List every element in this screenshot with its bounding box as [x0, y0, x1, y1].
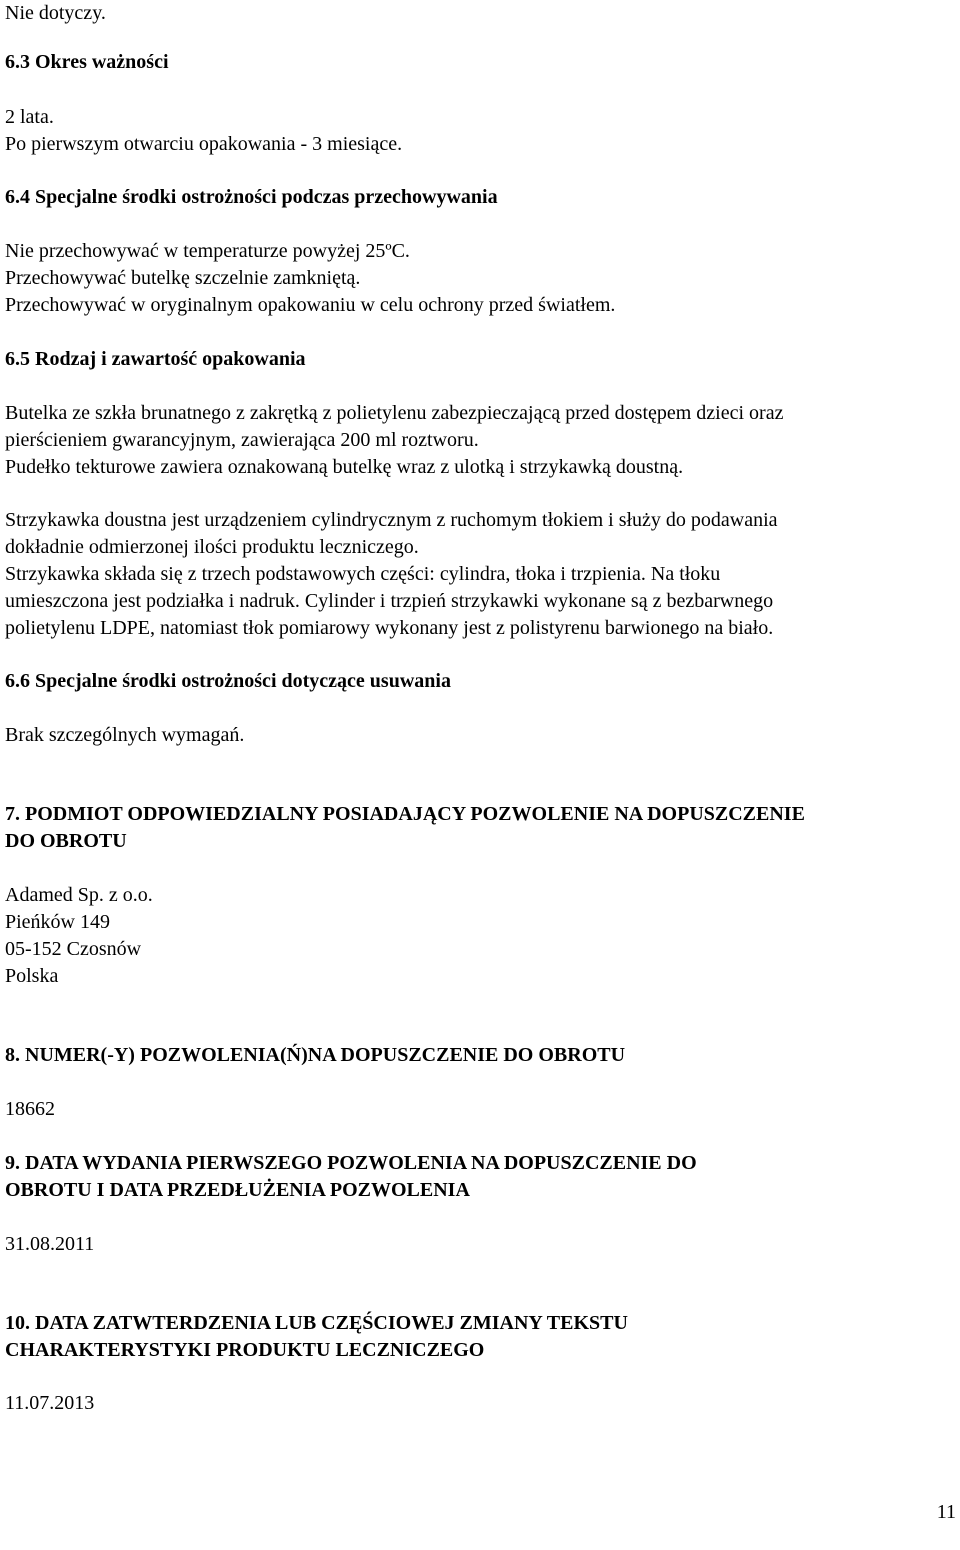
storage-text-line: Przechowywać butelkę szczelnie zamkniętą.: [5, 267, 361, 289]
section-7-heading: 7. PODMIOT ODPOWIEDZIALNY POSIADAJĄCY POZWOLENIE NA DOPUSZCZENIE: [5, 803, 805, 825]
syringe-text-line: Strzykawka doustna jest urządzeniem cylindrycznym z ruchomym tłokiem i służy do podawania: [5, 509, 778, 531]
packaging-text-line: Butelka ze szkła brunatnego z zakrętką z polietylenu zabezpieczającą przed dostępem dzieci oraz: [5, 402, 784, 424]
section-7-heading-continued: DO OBROTU: [5, 830, 127, 852]
shelf-life-text: 2 lata.: [5, 106, 54, 128]
section-6-3-heading: 6.3 Okres ważności: [5, 51, 169, 73]
section-9-heading: 9. DATA WYDANIA PIERWSZEGO POZWOLENIA NA DOPUSZCZENIE DO: [5, 1152, 697, 1174]
section-6-6-heading: 6.6 Specjalne środki ostrożności dotyczące usuwania: [5, 670, 451, 692]
section-6-2-value: Nie dotyczy.: [5, 2, 106, 24]
section-6-4-heading: 6.4 Specjalne środki ostrożności podczas przechowywania: [5, 186, 498, 208]
syringe-text-line: umieszczona jest podziałka i nadruk. Cylinder i trzpień strzykawki wykonane są z bezbarwnego: [5, 590, 774, 612]
syringe-text-line: dokładnie odmierzonej ilości produktu leczniczego.: [5, 536, 419, 558]
revision-date: 11.07.2013: [5, 1392, 95, 1414]
section-8-heading: 8. NUMER(-Y) POZWOLENIA(Ń)NA DOPUSZCZENIE DO OBROTU: [5, 1044, 626, 1066]
section-9-heading-continued: OBROTU I DATA PRZEDŁUŻENIA POZWOLENIA: [5, 1179, 470, 1201]
storage-text-line: Nie przechowywać w temperaturze powyżej 25ºC.: [5, 240, 410, 262]
first-authorisation-date: 31.08.2011: [5, 1233, 95, 1255]
storage-text-line: Przechowywać w oryginalnym opakowaniu w celu ochrony przed światłem.: [5, 294, 616, 316]
disposal-text: Brak szczególnych wymagań.: [5, 724, 245, 746]
page-number: 11: [936, 1501, 956, 1523]
section-6-5-heading: 6.5 Rodzaj i zawartość opakowania: [5, 348, 306, 370]
syringe-text-line: polietylenu LDPE, natomiast tłok pomiarowy wykonany jest z polistyrenu barwionego na biało.: [5, 617, 774, 639]
holder-city: 05-152 Czosnów: [5, 938, 142, 960]
section-10-heading-continued: CHARAKTERYSTYKI PRODUKTU LECZNICZEGO: [5, 1339, 485, 1361]
holder-company: Adamed Sp. z o.o.: [5, 884, 153, 906]
shelf-life-after-opening-text: Po pierwszym otwarciu opakowania - 3 miesiące.: [5, 133, 403, 155]
syringe-text-line: Strzykawka składa się z trzech podstawowych części: cylindra, tłoka i trzpienia. Na tłoku: [5, 563, 721, 585]
holder-street: Pieńków 149: [5, 911, 110, 933]
holder-country: Polska: [5, 965, 59, 987]
section-10-heading: 10. DATA ZATWTERDZENIA LUB CZĘŚCIOWEJ ZMIANY TEKSTU: [5, 1312, 628, 1334]
packaging-text-line: pierścieniem gwarancyjnym, zawierająca 200 ml roztworu.: [5, 429, 479, 451]
packaging-text-line: Pudełko tekturowe zawiera oznakowaną butelkę wraz z ulotką i strzykawką doustną.: [5, 456, 684, 478]
authorisation-number: 18662: [5, 1098, 55, 1120]
